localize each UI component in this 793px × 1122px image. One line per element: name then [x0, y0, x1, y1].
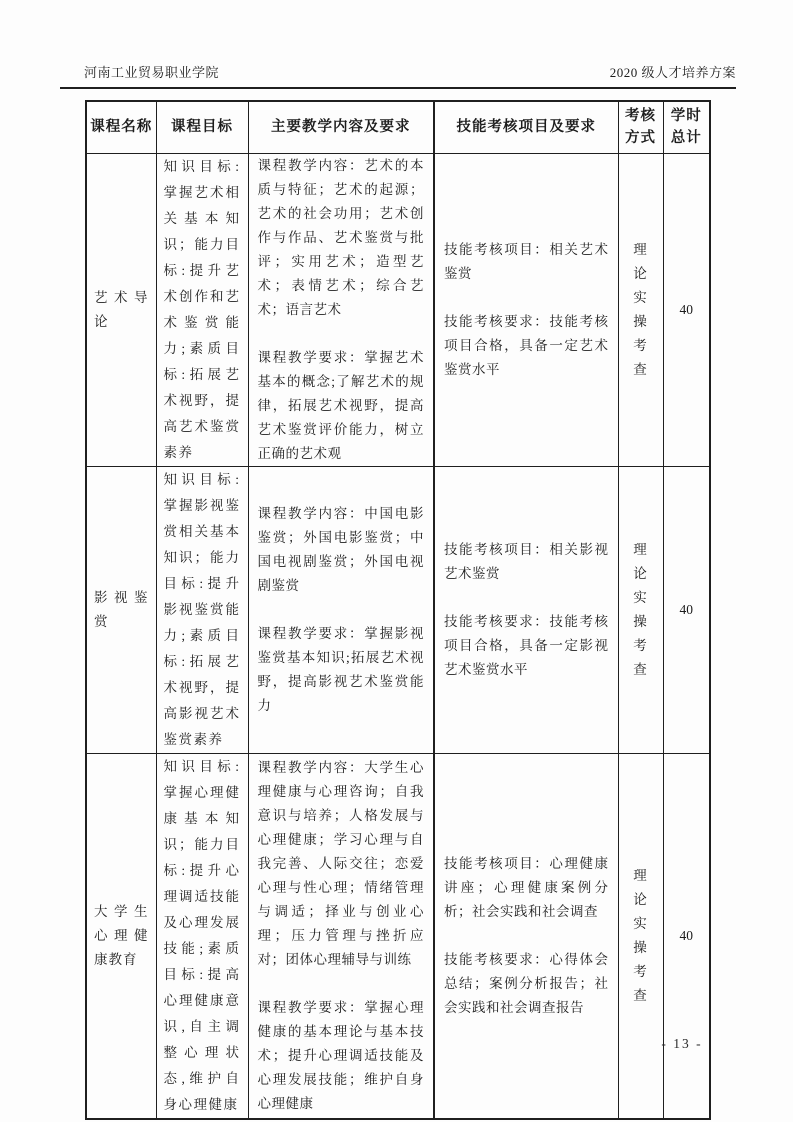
assessment-method-cell: 理论实操考查: [618, 153, 663, 466]
teaching-requirements-paragraph: 课程教学要求：掌握心理健康的基本理论与基本技术；提升心理调适技能及心理发展技能；维护自身心理健康: [257, 999, 424, 1111]
header-cell-skill-assessment: 技能考核项目及要求: [434, 101, 618, 153]
header-cell-course-objectives: 课程目标: [156, 101, 248, 153]
course-objectives-cell: 知识目标:掌握影视鉴赏相关基本知识；能力目标:提升影视鉴赏能力;素质目标:拓展艺术视野，提高影视艺术鉴赏素养: [156, 466, 248, 753]
teaching-content-cell: [248, 466, 434, 753]
skill-assessment-requirements-paragraph: 技能考核要求：技能考核项目合格，具备一定艺术鉴赏水平: [444, 313, 609, 377]
course-objectives-cell: 知识目标:掌握心理健康基本知识；能力目标:提升心理调适技能及心理发展技能;素质目标:提高心理健康意识,自主调整心理状态,维护自身心理健康: [156, 753, 248, 1119]
page-header: [60, 62, 736, 89]
header-plan-title: 2020 级人才培养方案: [609, 65, 736, 80]
assessment-method-cell: 理论实操考查: [618, 753, 663, 1119]
skill-assessment-cell: [434, 153, 618, 466]
total-hours-cell: 40: [663, 753, 710, 1119]
teaching-content-paragraph: 课程教学内容：中国电影鉴赏；外国电影鉴赏；中国电视剧鉴赏；外国电视剧鉴赏: [257, 505, 424, 593]
teaching-requirements-paragraph: 课程教学要求：掌握影视鉴赏基本知识;拓展艺术视野，提高影视艺术鉴赏能力: [257, 625, 424, 713]
skill-assessment-items-paragraph: 技能考核项目：心理健康讲座；心理健康案例分析；社会实践和社会调查: [444, 855, 609, 919]
header-cell-assessment-method: 考核方式: [618, 101, 663, 153]
course-name-cell: 艺术导论: [86, 153, 156, 466]
table-row: [86, 753, 710, 1119]
skill-assessment-cell: [434, 466, 618, 753]
teaching-content-cell: [248, 153, 434, 466]
course-name-cell: 大学生心理健康教育: [86, 753, 156, 1119]
header-cell-course-name: 课程名称: [86, 101, 156, 153]
skill-assessment-requirements-paragraph: 技能考核要求：技能考核项目合格，具备一定影视艺术鉴赏水平: [444, 613, 609, 677]
skill-assessment-requirements-paragraph: 技能考核要求：心得体会总结；案例分析报告；社会实践和社会调查报告: [444, 951, 609, 1015]
table-row: [86, 153, 710, 466]
total-hours-cell: 40: [663, 466, 710, 753]
course-objectives-cell: 知识目标:掌握艺术相关基本知识；能力目标:提升艺术创作和艺术鉴赏能力;素质目标:拓展艺术视野，提高艺术鉴赏素养: [156, 153, 248, 466]
assessment-method-cell: 理论实操考查: [618, 466, 663, 753]
teaching-content-paragraph: 课程教学内容：大学生心理健康与心理咨询；自我意识与培养；人格发展与心理健康；学习心理与自我完善、人际交往；恋爱心理与性心理；情绪管理与调适；择业与创业心理；压力管理与挫折应对；团体心理辅导与训练: [257, 759, 424, 967]
teaching-content-cell: [248, 753, 434, 1119]
course-table: [85, 100, 711, 1120]
skill-assessment-items-paragraph: 技能考核项目：相关影视艺术鉴赏: [444, 541, 609, 581]
table-row: [86, 466, 710, 753]
teaching-content-paragraph: 课程教学内容：艺术的本质与特征；艺术的起源；艺术的社会功用；艺术创作与作品、艺术鉴赏与批评；实用艺术；造型艺术；表情艺术；综合艺术；语言艺术: [257, 157, 424, 317]
page-number: - 13 -: [661, 1036, 703, 1051]
skill-assessment-cell: [434, 753, 618, 1119]
header-cell-teaching-content: 主要教学内容及要求: [248, 101, 434, 153]
course-name-cell: 影视鉴赏: [86, 466, 156, 753]
header-cell-total-hours: 学时总计: [663, 101, 710, 153]
header-school-name: 河南工业贸易职业学院: [84, 65, 220, 80]
teaching-requirements-paragraph: 课程教学要求：掌握艺术基本的概念;了解艺术的规律，拓展艺术视野，提高艺术鉴赏评价能力，树立正确的艺术观: [257, 349, 424, 461]
total-hours-cell: 40: [663, 153, 710, 466]
table-header-row: [86, 101, 710, 153]
skill-assessment-items-paragraph: 技能考核项目：相关艺术鉴赏: [444, 241, 609, 281]
